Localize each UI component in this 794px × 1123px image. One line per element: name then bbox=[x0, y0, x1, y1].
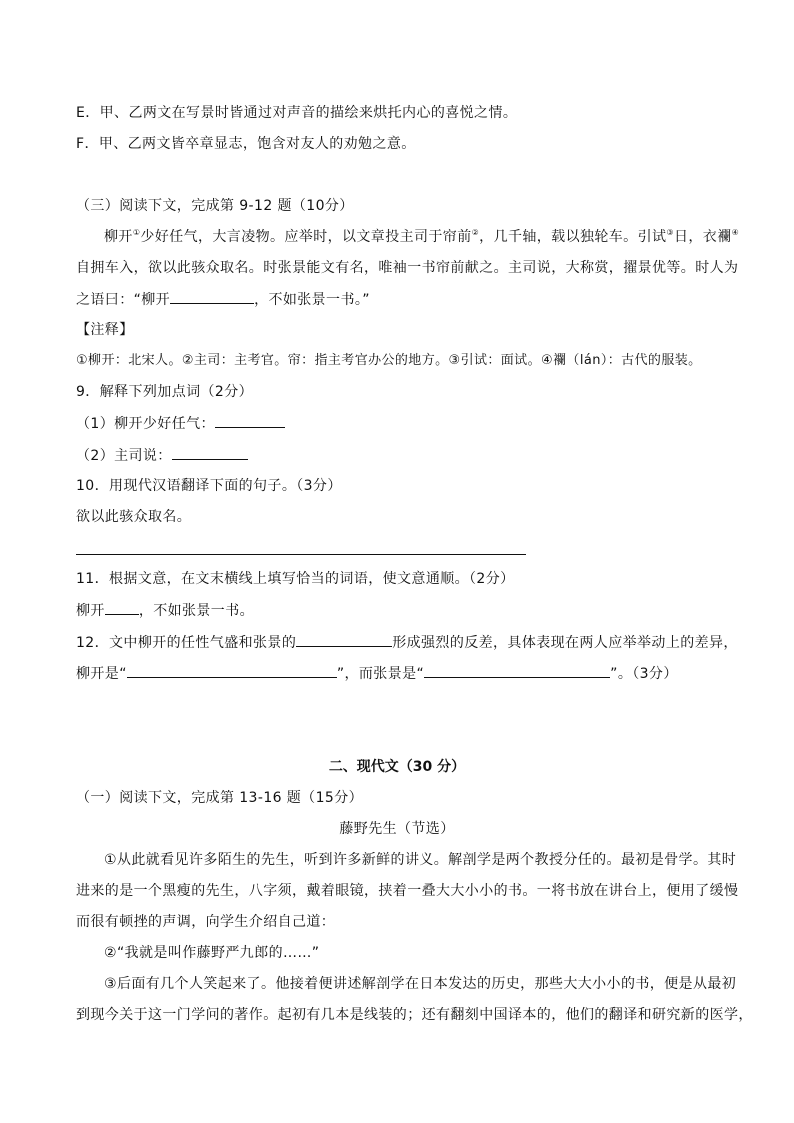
fill-blank-line[interactable] bbox=[170, 289, 254, 304]
question-text: （1）柳开少好任气： bbox=[76, 416, 215, 432]
question-text: 柳开 bbox=[76, 603, 105, 619]
notes-label: 【注释】 bbox=[76, 322, 134, 338]
question-text: ，不如张景一书。 bbox=[138, 603, 255, 619]
footnote-ref: ② bbox=[471, 228, 480, 237]
passage-line-2: 自拥车入，欲以此骇众取名。时张景能文有名，唯袖一书帘前献之。主司说，大称赏，擢景优等。时人为 bbox=[76, 260, 739, 276]
answer-blank[interactable] bbox=[105, 600, 139, 615]
question-11: 11．根据文意，在文末横线上填写恰当的词语，使文意通顺。（2分） bbox=[76, 571, 515, 587]
paragraph-1-line-1: ①从此就看见许多陌生的先生，听到许多新鲜的讲义。解剖学是两个教授分任的。最初是骨学。其时 bbox=[104, 852, 737, 868]
passage-text: 之语曰：“柳开 bbox=[76, 292, 171, 308]
question-9-2 bbox=[76, 445, 248, 466]
footnote-ref: ④ bbox=[731, 228, 740, 237]
answer-blank[interactable] bbox=[296, 632, 392, 647]
question-9: 9．解释下列加点词（2分） bbox=[76, 384, 254, 400]
question-text: （2）主司说： bbox=[76, 448, 172, 464]
paragraph-1-line-2: 进来的是一个黑瘦的先生，八字须，戴着眼镜，挟着一叠大大小小的书。一将书放在讲台上，便用了缓慢 bbox=[76, 883, 739, 899]
option-f: F．甲、乙两文皆卒章显志，饱含对友人的劝勉之意。 bbox=[76, 136, 416, 152]
notes-text: ①柳开：北宋人。②主司：主考官。帘：指主考官办公的地方。③引试：面试。④襴（lán）：古代的服装。 bbox=[76, 353, 702, 368]
paragraph-3-line-2: 到现今关于这一门学问的著作。起初有几本是线装的；还有翻刻中国译本的，他们的翻译和研究新的医学， bbox=[76, 1007, 753, 1023]
question-10-sentence: 欲以此骇众取名。 bbox=[76, 509, 192, 525]
footnote-ref: ① bbox=[132, 228, 141, 237]
question-text: 形成强烈的反差，具体表现在两人应举举动上的差异， bbox=[392, 635, 738, 651]
part2-subheading: （一）阅读下文，完成第 13-16 题（15分） bbox=[76, 790, 363, 806]
passage-text: ，几千轴，载以独轮车。引试 bbox=[479, 229, 667, 245]
paragraph-3-line-1: ③后面有几个人笑起来了。他接着便讲述解剖学在日本发达的历史，那些大大小小的书，便是从最初 bbox=[104, 976, 737, 992]
question-text: 12．文中柳开的任性气盛和张景的 bbox=[76, 635, 297, 651]
question-10: 10．用现代汉语翻译下面的句子。（3分） bbox=[76, 478, 342, 494]
answer-blank[interactable] bbox=[127, 663, 337, 678]
question-text: ”。（3分） bbox=[610, 666, 678, 682]
paragraph-1-line-3: 而很有顿挫的声调，向学生介绍自己道： bbox=[76, 914, 336, 930]
footnote-ref: ③ bbox=[666, 228, 674, 237]
answer-blank[interactable] bbox=[215, 413, 285, 428]
option-e: E．甲、乙两文在写景时皆通过对声音的描绘来烘托内心的喜悦之情。 bbox=[76, 105, 518, 121]
question-12 bbox=[76, 632, 738, 653]
passage-text: 日，衣襴 bbox=[673, 229, 732, 245]
question-12-fill bbox=[76, 663, 678, 684]
part2-title: 二、现代文（30 分） bbox=[328, 759, 466, 775]
answer-line[interactable] bbox=[76, 554, 526, 555]
question-11-fill bbox=[76, 600, 254, 621]
section3-heading: （三）阅读下文，完成第 9-12 题（10分） bbox=[76, 198, 354, 214]
passage-line-1 bbox=[104, 227, 739, 247]
question-9-1 bbox=[76, 413, 285, 434]
passage-text: ，不如张景一书。” bbox=[254, 292, 370, 308]
text-title: 藤野先生（节选） bbox=[339, 821, 455, 837]
question-text: 柳开是“ bbox=[76, 666, 127, 682]
question-text: ”，而张景是“ bbox=[336, 666, 425, 682]
paragraph-2: ②“我就是叫作藤野严九郎的……” bbox=[104, 945, 320, 961]
answer-blank[interactable] bbox=[172, 445, 248, 460]
passage-text: 少好任气，大言凌物。应举时，以文章投主司于帘前 bbox=[140, 229, 472, 245]
answer-blank[interactable] bbox=[424, 663, 610, 678]
passage-line-3 bbox=[76, 289, 370, 310]
passage-text: 柳开 bbox=[104, 229, 133, 245]
